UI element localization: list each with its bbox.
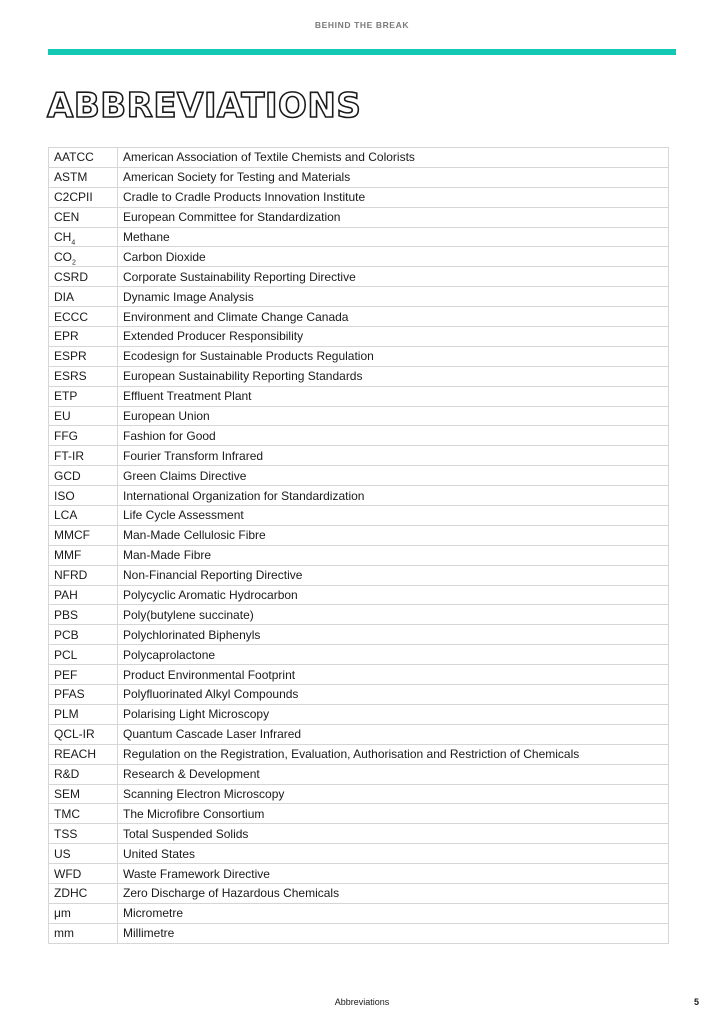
abbreviation-cell <box>49 446 118 466</box>
abbreviation-term: AATCC <box>54 150 94 165</box>
abbreviation-cell <box>49 346 118 366</box>
abbreviation-cell <box>49 486 118 506</box>
abbreviation-cell <box>49 704 118 724</box>
abbreviation-term: PFAS <box>54 687 85 702</box>
abbreviation-term: ECCC <box>54 309 89 324</box>
abbreviation-cell <box>49 724 118 744</box>
abbreviation-subscript: 2 <box>72 259 76 267</box>
abbreviation-term: NFRD <box>54 568 88 583</box>
abbreviation-cell <box>49 187 118 207</box>
abbreviation-cell <box>49 585 118 605</box>
abbreviations-table-body <box>49 148 669 944</box>
abbreviation-term: ESRS <box>54 369 87 384</box>
abbreviation-term: CEN <box>54 210 80 225</box>
meaning-cell: Micrometre <box>118 903 669 923</box>
abbreviation-cell <box>49 525 118 545</box>
meaning-cell: Polychlorinated Biphenyls <box>118 625 669 645</box>
table-row <box>49 327 669 347</box>
table-row <box>49 287 669 307</box>
meaning-cell: Cradle to Cradle Products Innovation Institute <box>118 187 669 207</box>
abbreviation-cell <box>49 903 118 923</box>
abbreviation-term: EPR <box>54 329 79 344</box>
abbreviation-cell <box>49 327 118 347</box>
abbreviation-cell <box>49 844 118 864</box>
abbreviation-cell <box>49 287 118 307</box>
meaning-cell: Fashion for Good <box>118 426 669 446</box>
meaning-cell: Poly(butylene succinate) <box>118 605 669 625</box>
table-row <box>49 346 669 366</box>
meaning-cell: Carbon Dioxide <box>118 247 669 267</box>
abbreviation-cell <box>49 506 118 526</box>
abbreviation-cell <box>49 645 118 665</box>
abbreviation-term: DIA <box>54 289 75 304</box>
meaning-cell: Non-Financial Reporting Directive <box>118 565 669 585</box>
meaning-cell: Polycaprolactone <box>118 645 669 665</box>
meaning-cell: International Organization for Standardization <box>118 486 669 506</box>
abbreviation-cell <box>49 764 118 784</box>
meaning-cell: European Union <box>118 406 669 426</box>
abbreviation-term: ZDHC <box>54 886 88 901</box>
meaning-cell: Corporate Sustainability Reporting Directive <box>118 267 669 287</box>
abbreviation-cell <box>49 565 118 585</box>
table-row <box>49 406 669 426</box>
table-row <box>49 744 669 764</box>
abbreviation-term: FT-IR <box>54 448 84 463</box>
meaning-cell: American Association of Textile Chemists and Colorists <box>118 148 669 168</box>
meaning-cell: Man-Made Fibre <box>118 545 669 565</box>
footer-section-label: Abbreviations <box>334 997 390 1007</box>
abbreviation-cell <box>49 466 118 486</box>
abbreviation-cell <box>49 665 118 685</box>
table-row <box>49 545 669 565</box>
abbreviation-cell <box>49 605 118 625</box>
meaning-cell: Methane <box>118 227 669 247</box>
abbreviation-term: TSS <box>54 826 78 841</box>
meaning-cell: Extended Producer Responsibility <box>118 327 669 347</box>
meaning-cell: Ecodesign for Sustainable Products Regulation <box>118 346 669 366</box>
table-row <box>49 267 669 287</box>
abbreviation-term: QCL-IR <box>54 727 95 742</box>
table-row <box>49 307 669 327</box>
abbreviation-term: LCA <box>54 508 78 523</box>
table-row <box>49 525 669 545</box>
meaning-cell: Environment and Climate Change Canada <box>118 307 669 327</box>
meaning-cell: Product Environmental Footprint <box>118 665 669 685</box>
abbreviation-cell <box>49 167 118 187</box>
meaning-cell: Research & Development <box>118 764 669 784</box>
meaning-cell: American Society for Testing and Materials <box>118 167 669 187</box>
abbreviation-cell <box>49 247 118 267</box>
table-row <box>49 883 669 903</box>
table-row <box>49 605 669 625</box>
abbreviation-cell <box>49 307 118 327</box>
table-row <box>49 565 669 585</box>
table-row <box>49 645 669 665</box>
abbreviation-cell <box>49 883 118 903</box>
abbreviation-term: US <box>54 846 71 861</box>
meaning-cell: Regulation on the Registration, Evaluation, Authorisation and Restriction of Chemicals <box>118 744 669 764</box>
table-row <box>49 426 669 446</box>
table-row <box>49 187 669 207</box>
accent-divider <box>48 49 676 55</box>
meaning-cell: The Microfibre Consortium <box>118 804 669 824</box>
table-row <box>49 625 669 645</box>
table-row <box>49 903 669 923</box>
abbreviation-term: ETP <box>54 389 78 404</box>
table-row <box>49 386 669 406</box>
abbreviation-term: PLM <box>54 707 79 722</box>
abbreviation-cell <box>49 406 118 426</box>
abbreviation-cell <box>49 386 118 406</box>
abbreviation-cell <box>49 426 118 446</box>
abbreviation-cell <box>49 824 118 844</box>
abbreviation-cell <box>49 625 118 645</box>
table-row <box>49 227 669 247</box>
abbreviation-term: GCD <box>54 468 81 483</box>
table-row <box>49 804 669 824</box>
abbreviation-term: PBS <box>54 607 79 622</box>
table-row <box>49 864 669 884</box>
abbreviation-cell <box>49 685 118 705</box>
abbreviations-table <box>48 147 669 944</box>
abbreviation-term: PEF <box>54 667 78 682</box>
abbreviation-term: CO <box>54 249 72 264</box>
meaning-cell: Total Suspended Solids <box>118 824 669 844</box>
abbreviation-term: MMF <box>54 548 82 563</box>
table-row <box>49 207 669 227</box>
abbreviation-cell <box>49 784 118 804</box>
abbreviation-term: mm <box>54 926 74 941</box>
meaning-cell: Millimetre <box>118 923 669 943</box>
meaning-cell: Zero Discharge of Hazardous Chemicals <box>118 883 669 903</box>
meaning-cell: Dynamic Image Analysis <box>118 287 669 307</box>
page-title: ABBREVIATIONS <box>47 86 362 126</box>
table-row <box>49 704 669 724</box>
table-row <box>49 167 669 187</box>
table-row <box>49 665 669 685</box>
abbreviation-cell <box>49 267 118 287</box>
meaning-cell: Green Claims Directive <box>118 466 669 486</box>
abbreviation-cell <box>49 545 118 565</box>
abbreviation-term: SEM <box>54 786 81 801</box>
meaning-cell: Fourier Transform Infrared <box>118 446 669 466</box>
abbreviation-term: TMC <box>54 806 80 821</box>
abbreviation-term: PCB <box>54 627 79 642</box>
abbreviation-cell <box>49 744 118 764</box>
abbreviation-term: CSRD <box>54 269 89 284</box>
abbreviation-term: MMCF <box>54 528 90 543</box>
running-header: BEHIND THE BREAK <box>314 20 410 30</box>
table-row <box>49 824 669 844</box>
abbreviation-term: EU <box>54 409 71 424</box>
abbreviation-cell <box>49 864 118 884</box>
meaning-cell: Polarising Light Microscopy <box>118 704 669 724</box>
table-row <box>49 784 669 804</box>
meaning-cell: Life Cycle Assessment <box>118 506 669 526</box>
abbreviation-cell <box>49 366 118 386</box>
meaning-cell: Scanning Electron Microscopy <box>118 784 669 804</box>
abbreviation-term: ESPR <box>54 349 87 364</box>
abbreviation-cell <box>49 923 118 943</box>
table-row <box>49 247 669 267</box>
abbreviation-cell <box>49 804 118 824</box>
abbreviation-term: WFD <box>54 866 82 881</box>
meaning-cell: Polyfluorinated Alkyl Compounds <box>118 685 669 705</box>
meaning-cell: Effluent Treatment Plant <box>118 386 669 406</box>
meaning-cell: European Sustainability Reporting Standards <box>118 366 669 386</box>
table-row <box>49 486 669 506</box>
meaning-cell: Man-Made Cellulosic Fibre <box>118 525 669 545</box>
page-number: 5 <box>694 997 700 1007</box>
abbreviation-term: PAH <box>54 588 78 603</box>
table-row <box>49 923 669 943</box>
table-row <box>49 764 669 784</box>
table-row <box>49 844 669 864</box>
abbreviation-subscript: 4 <box>71 239 76 247</box>
table-row <box>49 724 669 744</box>
table-row <box>49 446 669 466</box>
table-row <box>49 148 669 168</box>
abbreviation-term: μm <box>54 906 71 921</box>
abbreviation-cell <box>49 148 118 168</box>
meaning-cell: Quantum Cascade Laser Infrared <box>118 724 669 744</box>
abbreviation-cell <box>49 227 118 247</box>
abbreviation-term: R&D <box>54 767 80 782</box>
table-row <box>49 366 669 386</box>
abbreviation-term: REACH <box>54 747 97 762</box>
abbreviation-term: FFG <box>54 428 78 443</box>
abbreviation-term: ASTM <box>54 170 88 185</box>
meaning-cell: European Committee for Standardization <box>118 207 669 227</box>
abbreviation-term: ISO <box>54 488 75 503</box>
table-row <box>49 685 669 705</box>
abbreviation-cell <box>49 207 118 227</box>
abbreviation-term: C2CPII <box>54 190 93 205</box>
table-row <box>49 585 669 605</box>
table-row <box>49 506 669 526</box>
meaning-cell: Polycyclic Aromatic Hydrocarbon <box>118 585 669 605</box>
table-row <box>49 466 669 486</box>
abbreviation-term: PCL <box>54 647 78 662</box>
meaning-cell: Waste Framework Directive <box>118 864 669 884</box>
meaning-cell: United States <box>118 844 669 864</box>
abbreviation-term: CH <box>54 230 72 244</box>
